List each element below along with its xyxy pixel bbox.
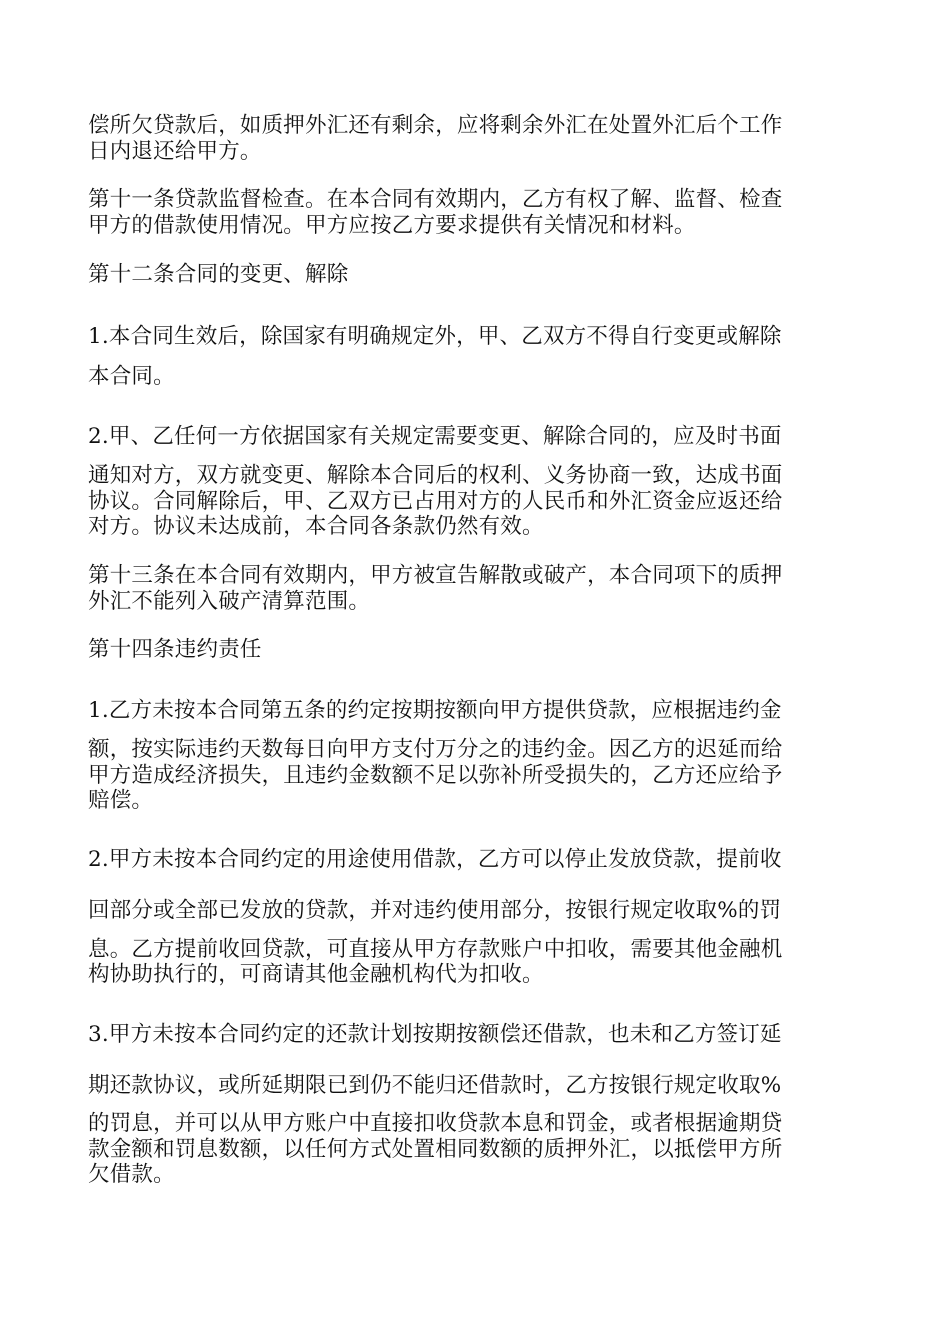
text-line: 对方。协议未达成前，本合同各条款仍然有效。: [88, 514, 544, 539]
text-line: 本合同。: [88, 364, 175, 389]
text-line: 甲方的借款使用情况。甲方应按乙方要求提供有关情况和材料。: [88, 213, 696, 238]
text-line: 甲方造成经济损失，且违约金数额不足以弥补所受损失的，乙方还应给予: [88, 763, 783, 788]
text-line: 1.乙方未按本合同第五条的约定按期按额向甲方提供贷款，应根据违约金: [88, 698, 782, 723]
text-line: 第十一条贷款监督检查。在本合同有效期内，乙方有权了解、监督、检查: [88, 187, 783, 212]
text-line: 构协助执行的，可商请其他金融机构代为扣收。: [88, 962, 544, 987]
text-line: 回部分或全部已发放的贷款，并对违约使用部分，按银行规定收取%的罚: [88, 898, 782, 923]
text-line: 款金额和罚息数额，以任何方式处置相同数额的质押外汇，以抵偿甲方所: [88, 1137, 783, 1162]
text-line: 外汇不能列入破产清算范围。: [88, 589, 371, 614]
text-line: 2.甲方未按本合同约定的用途使用借款，乙方可以停止发放贷款，提前收: [88, 847, 782, 872]
text-line: 通知对方，双方就变更、解除本合同后的权利、义务协商一致，达成书面: [88, 463, 783, 488]
text-line: 1.本合同生效后，除国家有明确规定外，甲、乙双方不得自行变更或解除: [88, 324, 782, 349]
text-line: 的罚息，并可以从甲方账户中直接扣收贷款本息和罚金，或者根据逾期贷: [88, 1111, 783, 1136]
text-line: 第十三条在本合同有效期内，甲方被宣告解散或破产，本合同项下的质押: [88, 563, 783, 588]
section-heading: 第十二条合同的变更、解除: [88, 262, 349, 287]
text-line: 偿所欠贷款后，如质押外汇还有剩余，应将剩余外汇在处置外汇后个工作: [88, 113, 783, 138]
text-line: 3.甲方未按本合同约定的还款计划按期按额偿还借款，也未和乙方签订延: [88, 1022, 782, 1047]
text-line: 息。乙方提前收回贷款，可直接从甲方存款账户中扣收，需要其他金融机: [88, 937, 783, 962]
text-line: 期还款协议，或所延期限已到仍不能归还借款时，乙方按银行规定收取%: [88, 1073, 782, 1098]
text-line: 2.甲、乙任何一方依据国家有关规定需要变更、解除合同的，应及时书面: [88, 424, 782, 449]
text-line: 赔偿。: [88, 788, 154, 813]
text-line: 协议。合同解除后，甲、乙双方已占用对方的人民币和外汇资金应返还给: [88, 489, 783, 514]
text-line: 日内退还给甲方。: [88, 139, 262, 164]
text-line: 额，按实际违约天数每日向甲方支付万分之的违约金。因乙方的迟延而给: [88, 737, 783, 762]
text-line: 欠借款。: [88, 1162, 175, 1187]
section-heading: 第十四条违约责任: [88, 637, 262, 662]
